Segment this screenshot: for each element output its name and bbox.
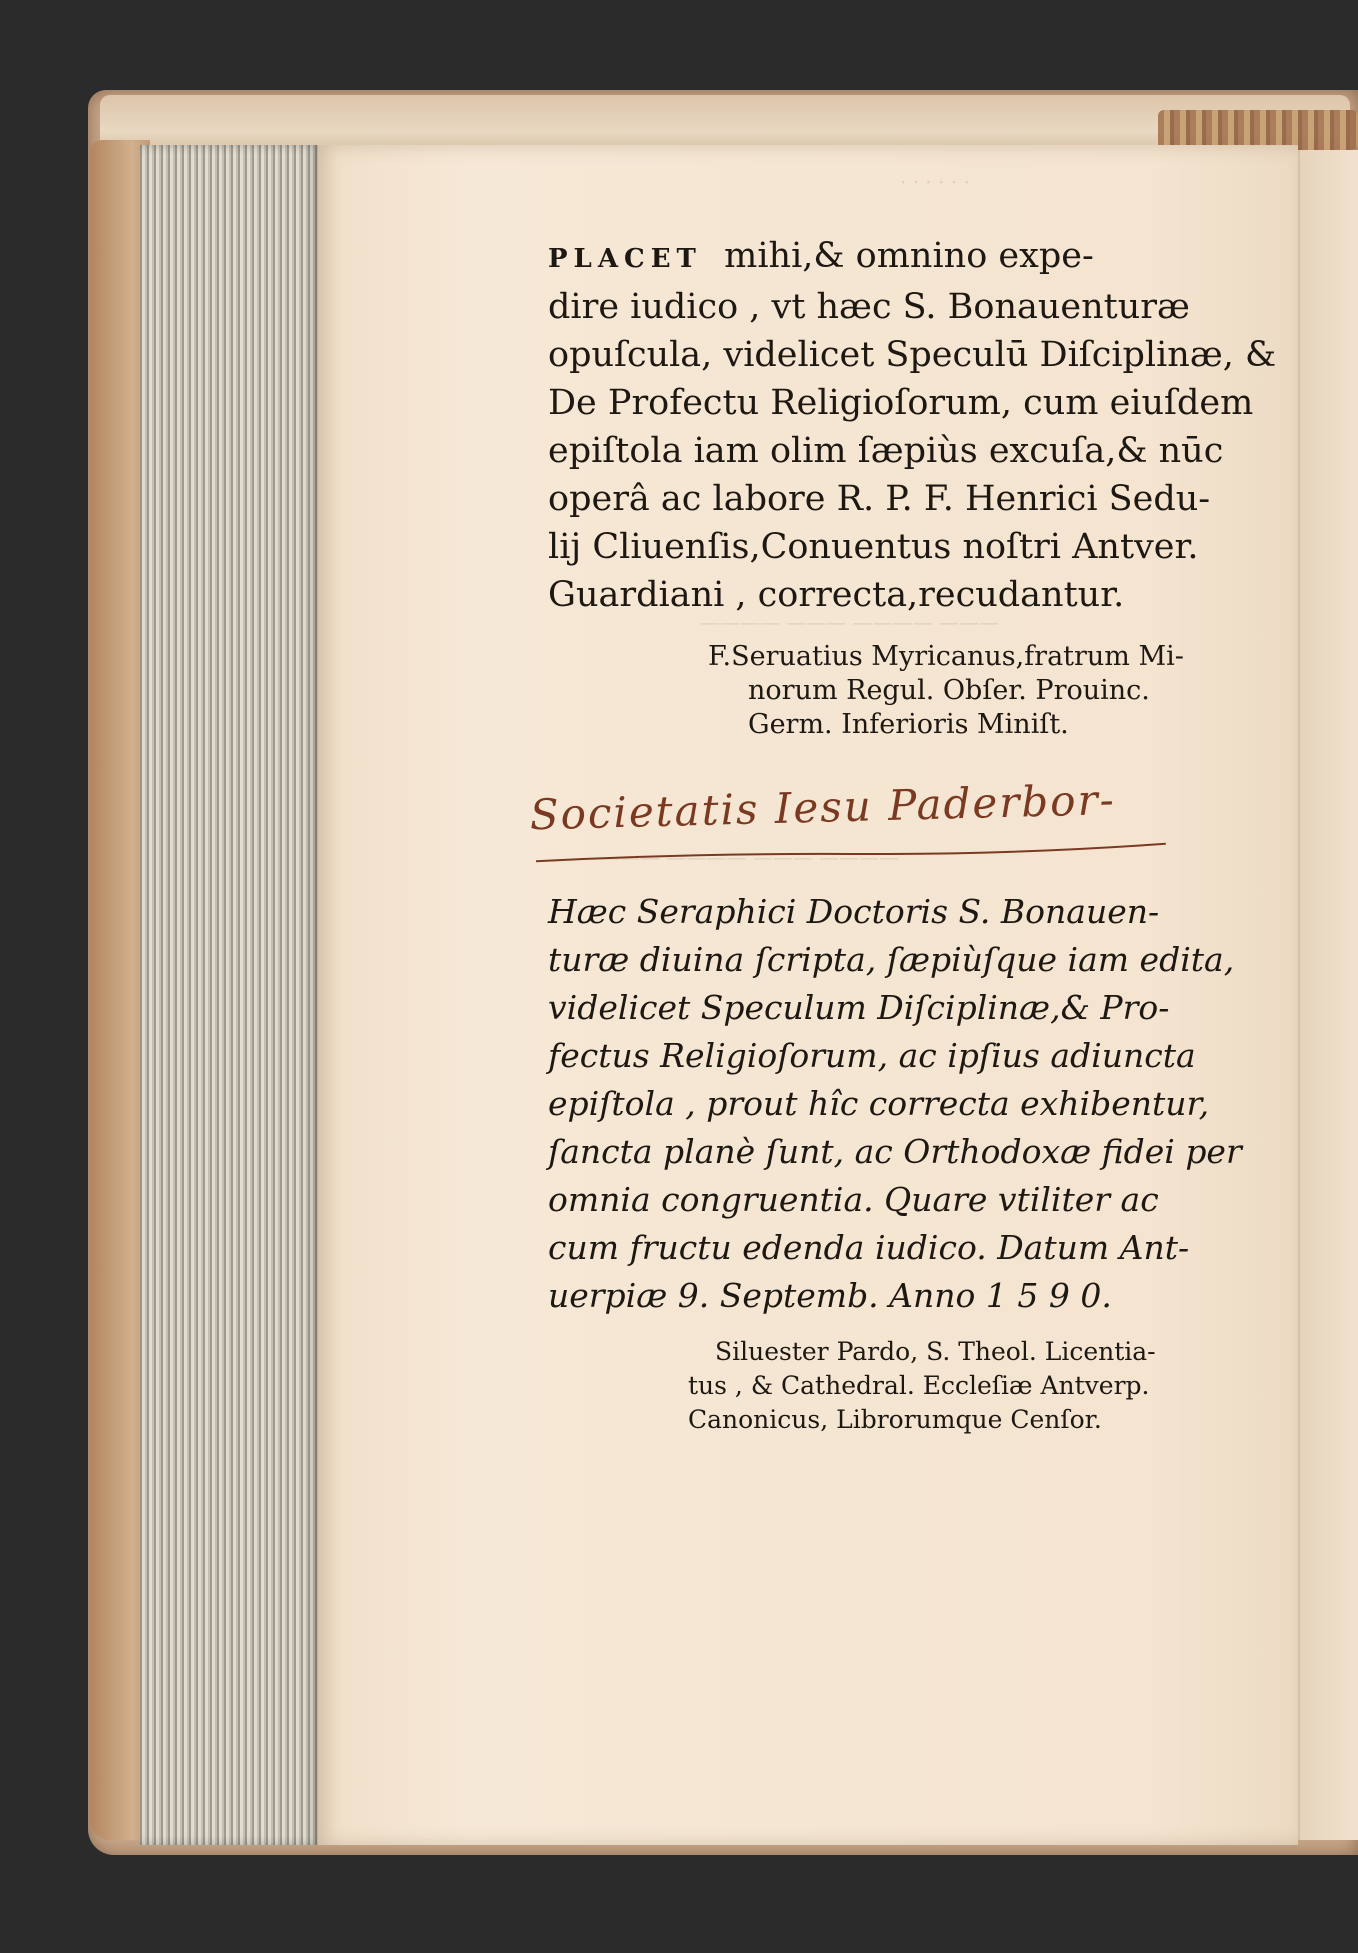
- placet-paragraph: [548, 232, 1276, 619]
- approbatio-line-5: epiſtola , prout hîc correcta exhibentur,: [548, 1084, 1210, 1123]
- page-block-edges: [140, 145, 320, 1845]
- inscription-text: Societatis Iesu Paderbor-: [529, 775, 1117, 840]
- placet-line-4: De Profectu Religioſorum, cum eiuſdem: [548, 383, 1254, 423]
- placet-line-6: operâ ac labore R. P. F. Henrici Sedu-: [548, 479, 1211, 519]
- headband: [1158, 110, 1358, 150]
- approbatio-line-8: cum fructu edenda iudico. Datum Ant-: [548, 1228, 1190, 1267]
- approbatio-line-1: Hæc Seraphici Doctoris S. Bonauen-: [548, 892, 1160, 931]
- signature2-line-2: tus , & Cathedral. Eccleſiæ Antverp.: [688, 1371, 1150, 1400]
- placet-lead: PLACET: [548, 244, 702, 274]
- signature2-line-1: Siluester Pardo, S. Theol. Licentia-: [715, 1337, 1156, 1366]
- approbatio-line-7: omnia congruentia. Quare vtiliter ac: [548, 1180, 1159, 1219]
- signature1-line-2: norum Regul. Obſer. Prouinc.: [748, 675, 1150, 706]
- approbatio-line-9: uerpiæ 9. Septemb. Anno 1 5 9 0.: [548, 1276, 1112, 1315]
- placet-line-2: dire iudico , vt hæc S. Bonauenturæ: [548, 287, 1190, 327]
- signature2-line-3: Canonicus, Librorumque Cenſor.: [688, 1405, 1102, 1434]
- show-through: ———— ——— ———— ———: [700, 610, 1000, 634]
- approbatio-line-2: turæ diuina ſcripta, ſæpiùſque iam edita,: [548, 940, 1235, 979]
- placet-line-8: Guardiani , correcta,recudantur.: [548, 575, 1125, 615]
- approbatio-line-4: fectus Religioſorum, ac ipſius adiuncta: [548, 1036, 1196, 1075]
- facing-page-edge: [1298, 150, 1358, 1840]
- signature1-line-1: F.Seruatius Myricanus,fratrum Mi-: [708, 641, 1184, 672]
- placet-line-7: lij Cliuenſis,Conuentus noſtri Antver.: [548, 527, 1199, 567]
- approbatio-paragraph: [548, 888, 1242, 1320]
- placet-line-3: opuſcula, videlicet Speculū Diſciplinæ, &: [548, 335, 1277, 375]
- show-through: · · · · · ·: [900, 170, 970, 194]
- placet-line-5: epiſtola iam olim ſæpiùs excuſa,& nūc: [548, 431, 1224, 471]
- signature1-line-3: Germ. Inferioris Miniſt.: [748, 709, 1069, 740]
- show-through: ——— ———— ——— ————: [600, 845, 900, 869]
- placet-line-1: PLACET mihi,& omnino expe-: [548, 236, 1094, 276]
- approbatio-line-6: ſancta planè ſunt, ac Orthodoxæ fidei per: [548, 1132, 1242, 1171]
- approbatio-line-3: videlicet Speculum Diſciplinæ,& Pro-: [548, 988, 1170, 1027]
